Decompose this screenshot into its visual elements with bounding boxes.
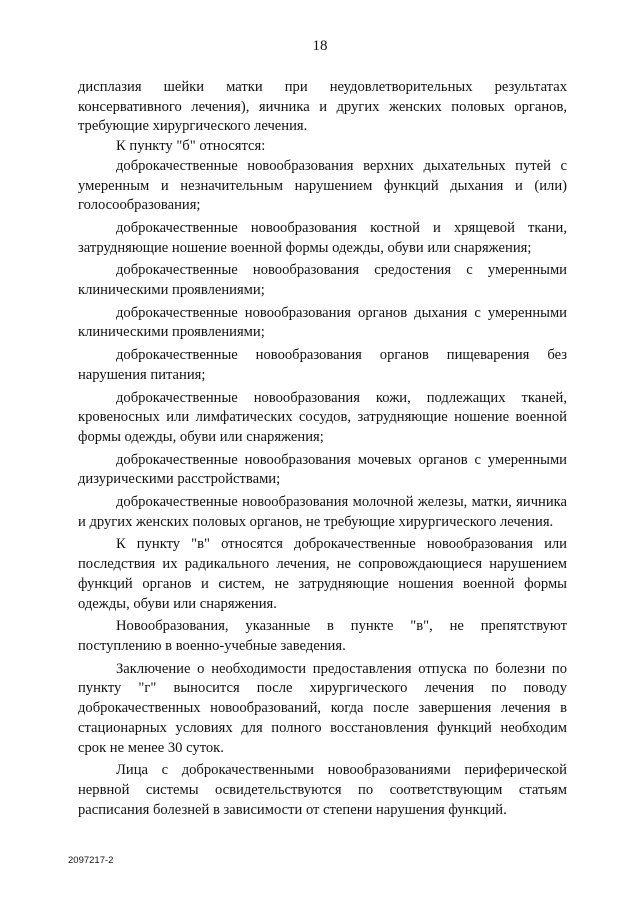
- paragraph-list-item: доброкачественные новообразования мочевых органов с умеренными дизурическими расстройствами;: [78, 451, 567, 488]
- paragraph-list-item: доброкачественные новообразования молочной железы, матки, яичника и других женских половых органов, не требующие хирургического лечения.: [78, 494, 567, 530]
- paragraph-peripheral-nerves: Лица с доброкачественными новообразованиями периферической нервной системы освидетельствуются по соответствующим статьям расписания болезней в зависимости от степени нарушения функций.: [78, 762, 567, 818]
- paragraph-list-item: доброкачественные новообразования органов пищеварения без нарушения питания;: [78, 347, 567, 383]
- paragraph-section-v: К пункту "в" относятся доброкачественные новообразования или последствия их радикального лечения, не сопровождающиеся нарушением функций органов и систем, не затрудняющие ношения военной формы одежды, обуви или снаряжения.: [78, 536, 567, 612]
- paragraph-section-g: Заключение о необходимости предоставления отпуска по болезни по пункту "г" выносится после хирургического лечения по поводу доброкачественных новообразований, когда после завершения лечения в стационарных условиях для полного восстановления функций необходим срок не менее 30 суток.: [78, 660, 567, 756]
- paragraph-list-item: доброкачественные новообразования средостения с умеренными клиническими проявлениями;: [78, 262, 567, 299]
- document-code: 2097217-2: [68, 855, 114, 866]
- paragraph-section-v-note: Новообразования, указанные в пункте "в", не препятствуют поступлению в военно-учебные заведения.: [78, 618, 567, 654]
- paragraph-list-item: доброкачественные новообразования органов дыхания с умеренными клиническими проявлениями;: [78, 304, 567, 341]
- paragraph-section-b-heading: К пункту "б" относятся:: [116, 138, 266, 155]
- paragraph-list-item: доброкачественные новообразования кожи, подлежащих тканей, кровеносных или лимфатических сосудов, затрудняющие ношение военной формы одежды, обуви или снаряжения;: [78, 389, 567, 445]
- page-number: 18: [312, 38, 328, 54]
- paragraph-continuation: дисплазия шейки матки при неудовлетворительных результатах консервативного лечения), яичника и других женских половых органов, требующие хирургического лечения.: [78, 79, 567, 135]
- paragraph-list-item: доброкачественные новообразования костной и хрящевой ткани, затрудняющие ношение военной формы одежды, обуви или снаряжения;: [78, 219, 567, 256]
- document-body: [78, 78, 567, 820]
- paragraph-list-item: доброкачественные новообразования верхних дыхательных путей с умеренным и незначительным нарушением функций дыхания и (или) голосообразования;: [78, 157, 567, 214]
